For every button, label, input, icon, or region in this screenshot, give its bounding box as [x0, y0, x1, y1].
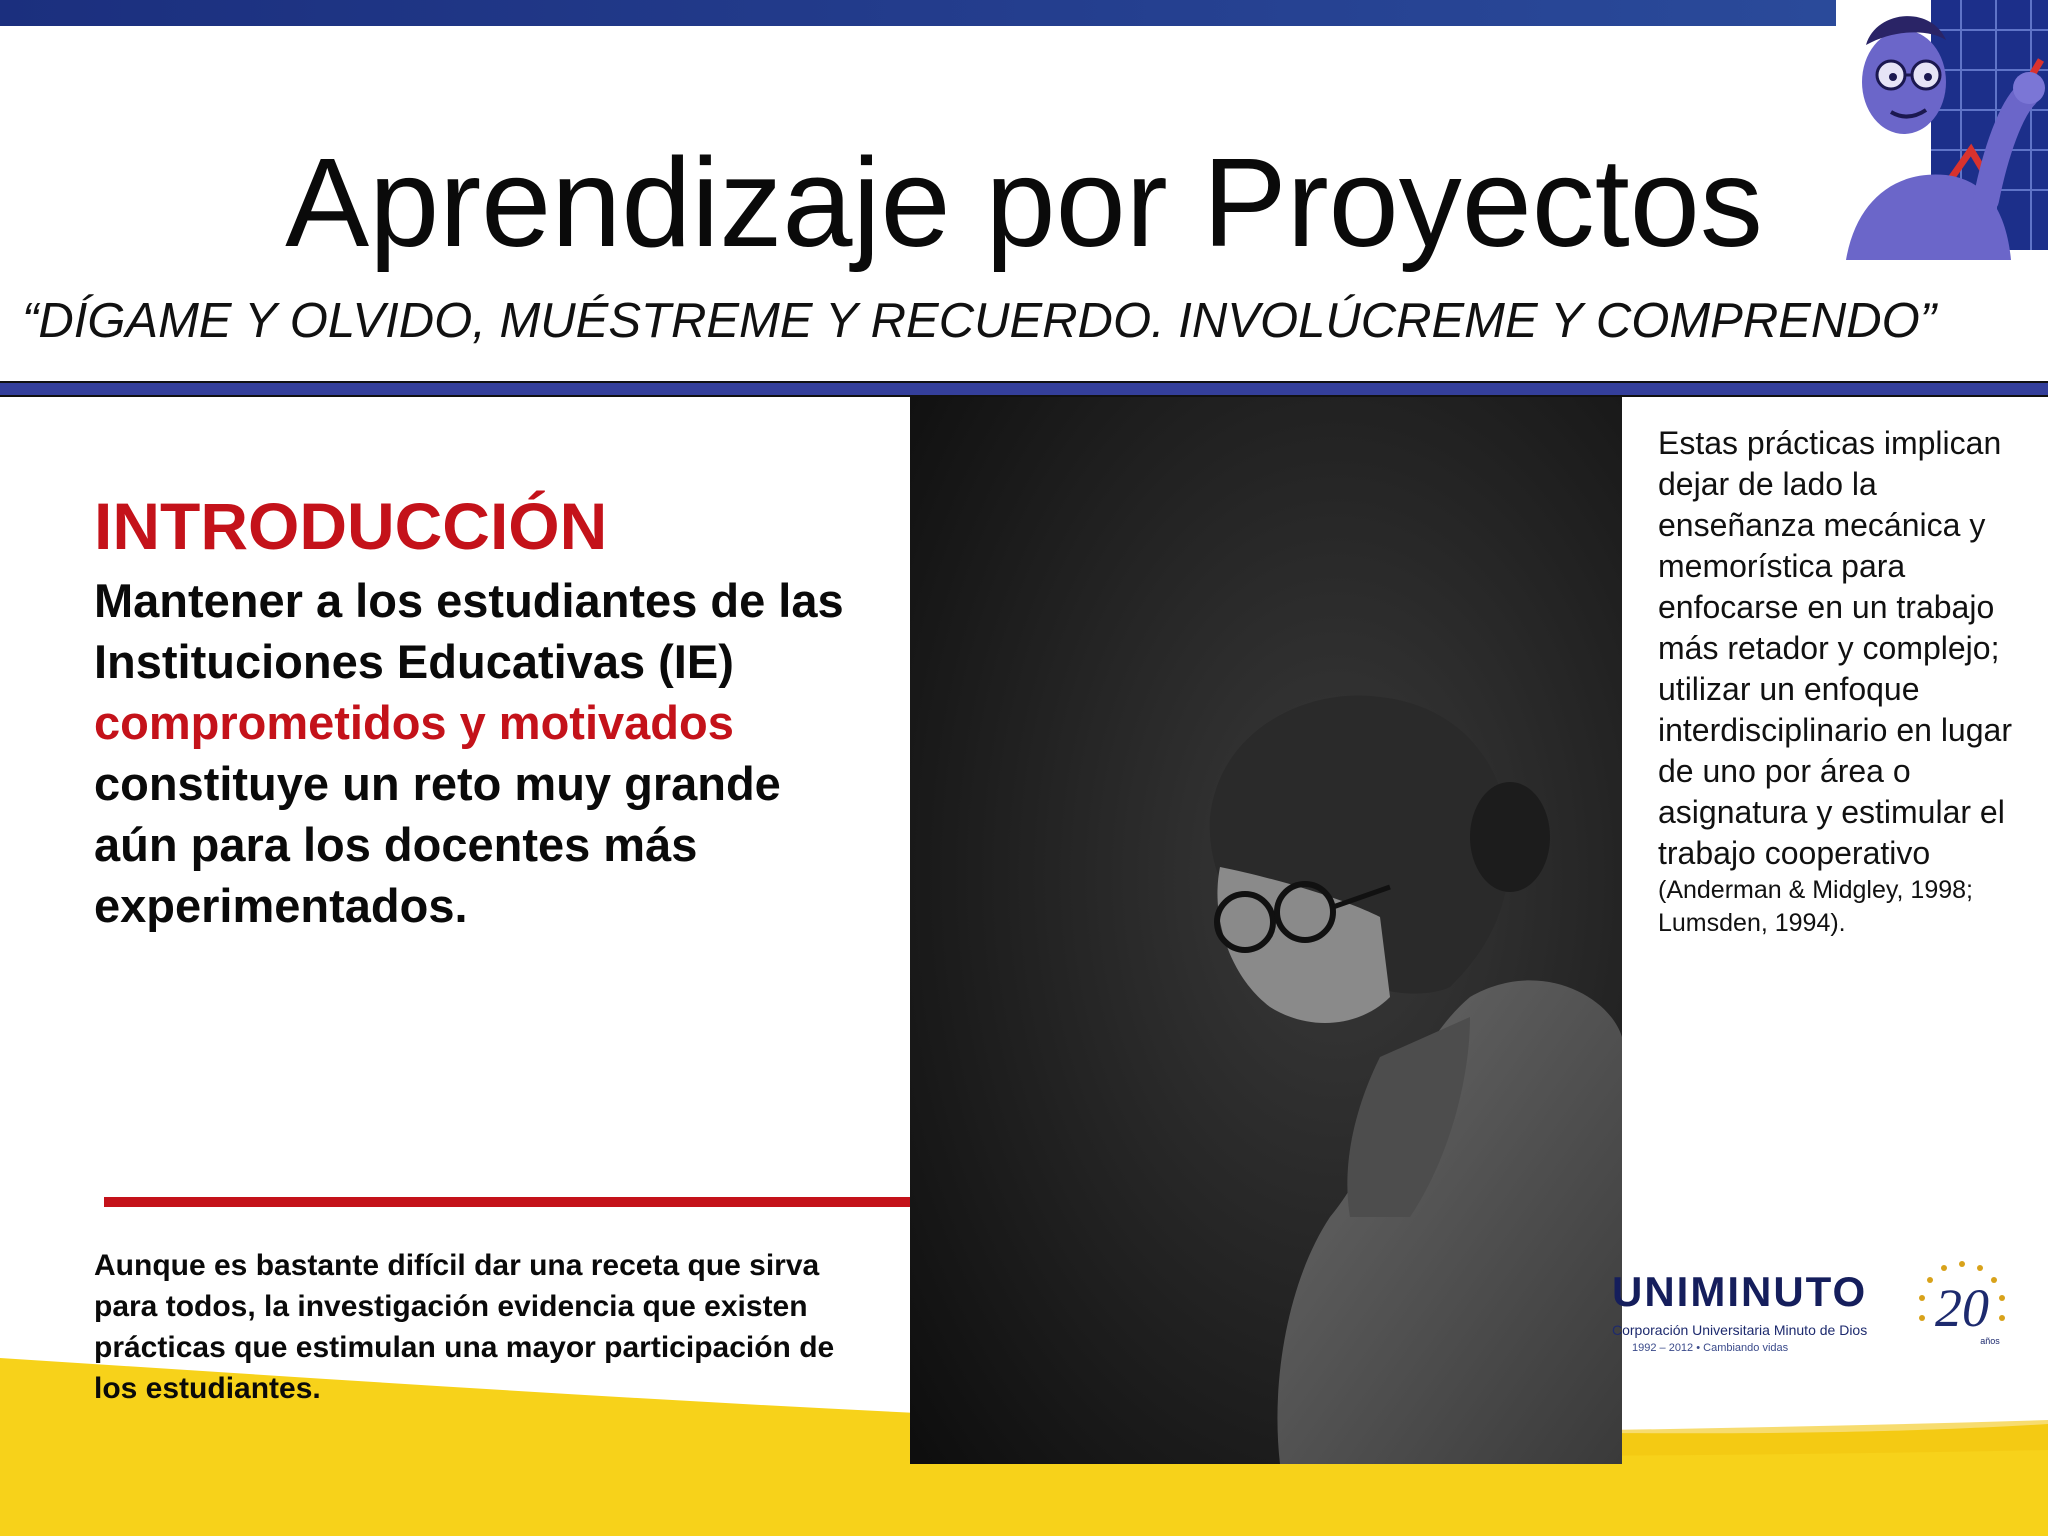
logo-name: UNIMINUTO: [1612, 1268, 1868, 1315]
logo-subtitle: Corporación Universitaria Minuto de Dios: [1612, 1322, 1868, 1338]
introduction-body-part2: constituye un reto muy grande aún para los docentes más experimentados.: [94, 756, 781, 932]
uniminuto-logo: [1612, 1266, 2012, 1376]
introduction-heading: INTRODUCCIÓN: [94, 489, 608, 563]
red-rule: [104, 1197, 912, 1207]
introduction-highlight: comprometidos y motivados: [94, 695, 734, 749]
top-color-band: [0, 0, 1836, 26]
introduction-body-part1: Mantener a los estudiantes de las Instituciones Educativas (IE): [94, 573, 844, 688]
introduction-body: [94, 570, 874, 936]
student-photo: [910, 397, 1622, 1464]
anniversary-badge-icon: [1912, 1254, 2012, 1364]
logo-years: 1992 – 2012 • Cambiando vidas: [1632, 1342, 1789, 1354]
bottom-note: Aunque es bastante difícil dar una receta que sirva para todos, la investigación evidencia que existen prácticas que estimulan una mayor participación de los estudiantes.: [94, 1249, 835, 1405]
badge-word: años: [1980, 1336, 2000, 1346]
slide-quote: “DÍGAME Y OLVIDO, MUÉSTREME Y RECUERDO. INVOLÚCREME Y COMPRENDO”: [22, 294, 1937, 348]
slide-title: Aprendizaje por Proyectos: [285, 132, 1763, 273]
side-panel-text: Estas prácticas implican dejar de lado la enseñanza mecánica y memorística para enfocarse en un trabajo más retador y complejo; utilizar un enfoque interdisciplinario en lugar de uno por área o asignatura y estimular el trabajo cooperativo: [1658, 425, 2012, 871]
header-divider: [0, 381, 2048, 397]
introduction-section: [94, 490, 874, 936]
badge-number: 20: [1935, 1278, 1989, 1338]
side-panel: [1658, 423, 2038, 940]
side-panel-citation: (Anderman & Midgley, 1998; Lumsden, 1994).: [1658, 876, 1973, 937]
